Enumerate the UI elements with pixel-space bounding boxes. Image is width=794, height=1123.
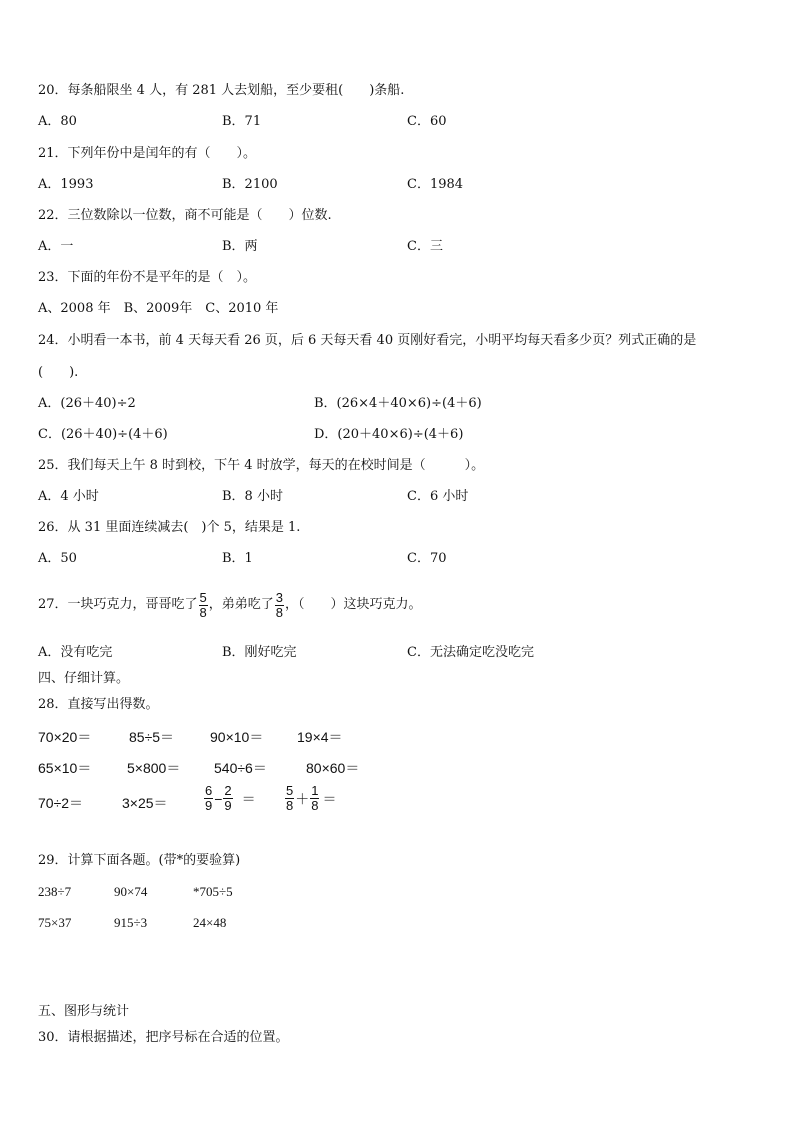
- q26-option-b: B．1: [222, 551, 253, 566]
- question-23: 23．下面的年份不是平年的是（ ）。: [38, 270, 257, 285]
- q24-option-a: A．(26＋40)÷2: [38, 396, 136, 411]
- q27-fraction-1-denominator: 8: [199, 604, 207, 620]
- question-24-blank: ( ).: [38, 365, 79, 380]
- q22-option-b: B．两: [222, 239, 258, 254]
- q20-option-a: A．80: [38, 114, 77, 129]
- q27-fraction-1-numerator: 5: [199, 589, 207, 605]
- q25-option-b: B．8 小时: [222, 489, 283, 504]
- q27-option-b: B．刚好吃完: [222, 645, 297, 660]
- q27-fraction-1: [199, 591, 208, 620]
- q20-option-b: B．71: [222, 114, 262, 129]
- q28-item: 5×800＝: [127, 760, 181, 776]
- q27-fraction-2: [275, 591, 284, 620]
- numerator: 6: [205, 783, 213, 798]
- q27-text-pre: 27．一块巧克力，哥哥吃了: [38, 597, 198, 612]
- q24-option-b: B．(26×4＋40×6)÷(4＋6): [314, 396, 482, 411]
- q28-fraction-expression-2: [284, 784, 336, 813]
- numerator: 1: [311, 783, 319, 798]
- minus-sign: −: [214, 790, 223, 807]
- q22-option-a: A．一: [38, 239, 74, 254]
- q27-option-c: C．无法确定吃没吃完: [407, 645, 534, 660]
- q26-option-c: C．70: [407, 551, 447, 566]
- denominator: 9: [224, 798, 232, 813]
- plus-sign: ＋: [295, 790, 310, 807]
- q27-fraction-2-numerator: 3: [275, 589, 284, 605]
- fraction: [223, 784, 232, 813]
- denominator: 9: [205, 798, 213, 813]
- q26-option-a: A．50: [38, 551, 77, 566]
- fraction: [285, 784, 294, 813]
- q29-item: 90×74: [114, 884, 148, 899]
- equals-sign: ＝: [241, 790, 256, 807]
- q24-option-c: C．(26＋40)÷(4＋6): [38, 427, 168, 442]
- q28-item: 80×60＝: [306, 760, 360, 776]
- q28-item: 70÷2＝: [38, 795, 84, 811]
- q28-item: 70×20＝: [38, 729, 92, 745]
- q23-options: A、2008 年 B、2009年 C、2010 年: [38, 301, 279, 316]
- section-4-heading: 四、仔细计算。: [38, 671, 130, 686]
- q28-item: 85÷5＝: [129, 729, 175, 745]
- question-26: 26．从 31 里面连续减去( )个 5，结果是 1.: [38, 520, 301, 535]
- question-24: 24．小明看一本书，前 4 天每天看 26 页，后 6 天每天看 40 页刚好看完，小明平均每天看多少页？列式正确的是: [38, 333, 697, 348]
- q29-item: 75×37: [38, 915, 72, 930]
- q25-option-a: A．4 小时: [38, 489, 99, 504]
- q27-option-a: A．没有吃完: [38, 645, 113, 660]
- q28-item: 90×10＝: [210, 729, 264, 745]
- equals-sign: ＝: [322, 790, 337, 807]
- q29-item: 238÷7: [38, 884, 72, 899]
- question-27: [38, 587, 422, 623]
- question-20: 20．每条船限坐 4 人，有 281 人去划船，至少要租( )条船.: [38, 83, 405, 98]
- q24-option-d: D．(20＋40×6)÷(4＋6): [314, 427, 464, 442]
- denominator: 8: [286, 798, 294, 813]
- question-30: 30．请根据描述，把序号标在合适的位置。: [38, 1030, 289, 1045]
- fraction: [310, 784, 319, 813]
- question-21: 21．下列年份中是闰年的有（ ）。: [38, 146, 257, 161]
- q29-item: 24×48: [193, 915, 227, 930]
- q29-item: *705÷5: [193, 884, 233, 899]
- q29-item: 915÷3: [114, 915, 148, 930]
- q28-item: 3×25＝: [122, 795, 168, 811]
- numerator: 2: [224, 783, 232, 798]
- q20-option-c: C．60: [407, 114, 447, 129]
- section-5-heading: 五、图形与统计: [38, 1004, 130, 1019]
- q21-option-c: C．1984: [407, 177, 464, 192]
- q27-fraction-2-denominator: 8: [275, 604, 284, 620]
- numerator: 5: [286, 783, 294, 798]
- question-22: 22．三位数除以一位数，商不可能是（ ）位数.: [38, 208, 332, 223]
- question-29: 29．计算下面各题。(带*的要验算): [38, 853, 241, 868]
- denominator: 8: [311, 798, 319, 813]
- q28-fraction-expression-1: [203, 784, 256, 813]
- q28-item: 19×4＝: [297, 729, 343, 745]
- q25-option-c: C．6 小时: [407, 489, 469, 504]
- q21-option-a: A．1993: [38, 177, 94, 192]
- q28-item: 65×10＝: [38, 760, 92, 776]
- question-28: 28．直接写出得数。: [38, 697, 159, 712]
- question-25: 25．我们每天上午 8 时到校，下午 4 时放学，每天的在校时间是（ ）。: [38, 458, 485, 473]
- q22-option-c: C．三: [407, 239, 443, 254]
- fraction: [204, 784, 213, 813]
- q21-option-b: B．2100: [222, 177, 278, 192]
- q27-text-post: ，（ ）这块巧克力。: [285, 597, 422, 612]
- q28-item: 540÷6＝: [214, 760, 267, 776]
- q27-text-mid: ，弟弟吃了: [208, 597, 274, 612]
